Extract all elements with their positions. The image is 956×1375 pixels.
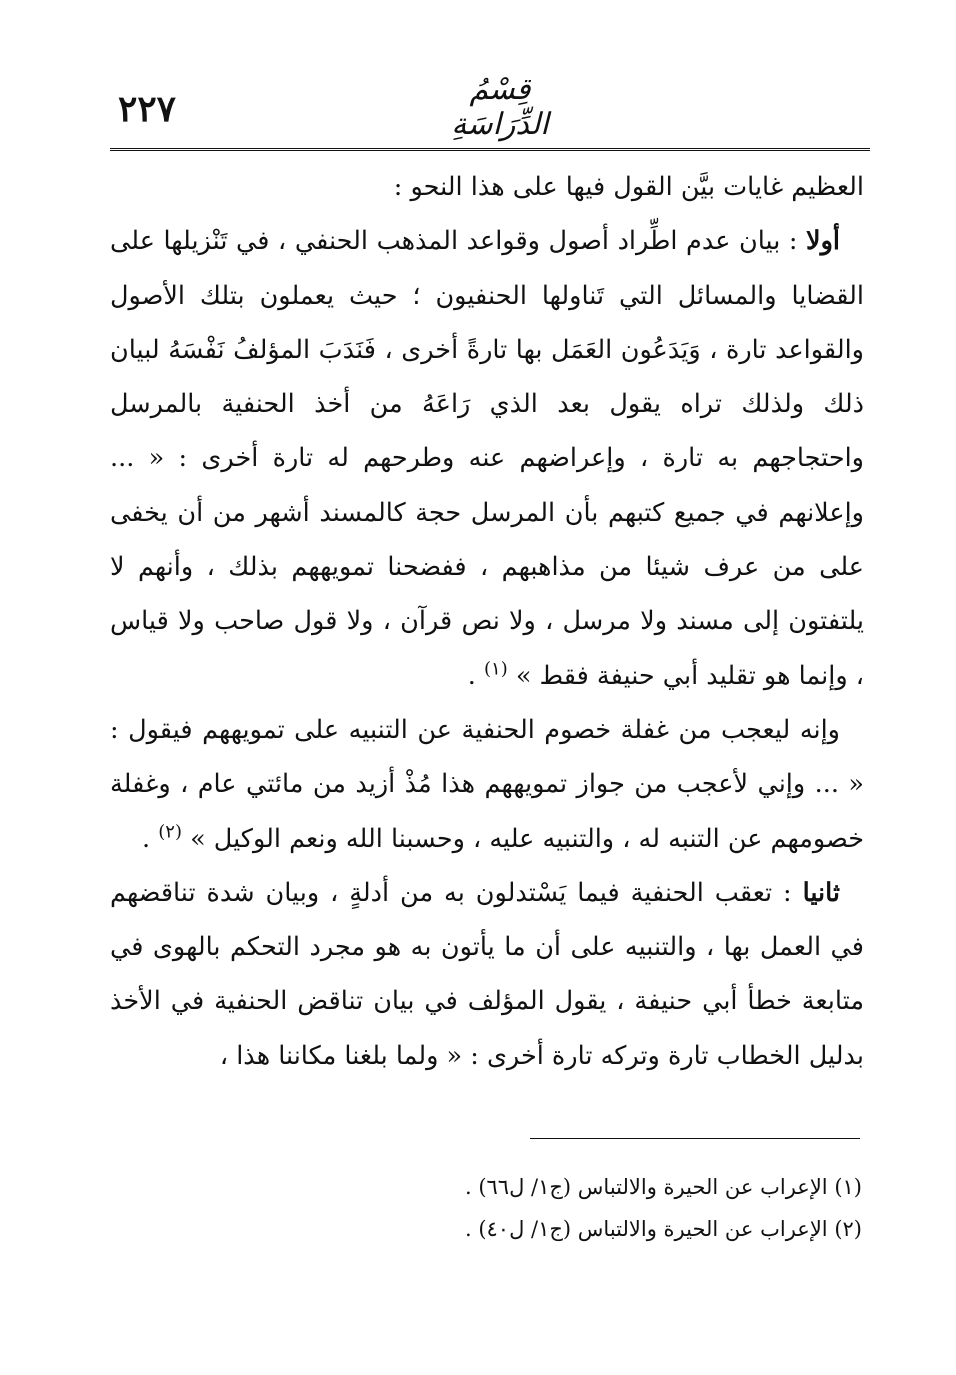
page-header <box>110 60 870 156</box>
header-rule <box>110 148 870 151</box>
paragraph-2 <box>110 214 864 703</box>
paragraph-2-lead: أولا <box>806 226 840 257</box>
paragraph-2-text: : بيان عدم اطِّراد أصول وقواعد المذهب الحنفي ، في تَنْزيلها على القضايا والمسائل التي تَناولها الحنفيون ؛ حيث يعملون بتلك الأصول والقواعد تارة ، وَيَدَعُون العَمَل بها تارةً أخرى ، فَنَدَبَ المؤلفُ نَفْسَهُ لبيان ذلك ولذلك تراه يقول بعد الذي رَاعَهُ من أخذ الحنفية بالمرسل واحتجاجهم به تارة ، وإعراضهم عنه وطرحهم له تارة أخرى : « ... وإعلانهم في جميع كتبهم بأن المرسل حجة كالمسند أشهر من أن يخفى على من عرف شيئا من مذاهبهم ، ففضحنا تمويههم بذلك ، وأنهم لا يلتفتون إلى مسند ولا مرسل ، ولا نص قرآن ، ولا قول صاحب ولا قياس ، وإنما هو تقليد أبي حنيفة فقط » <box>110 226 864 691</box>
page-number: ٢٢٧ <box>118 88 177 130</box>
footnote-ref-2: (٢) <box>158 821 182 843</box>
footnote-separator <box>530 1138 860 1139</box>
paragraph-1: العظيم غايات بيَّن القول فيها على هذا النحو : <box>393 172 864 202</box>
paragraph-4-lead: ثانيا <box>802 877 840 908</box>
paragraph-4 <box>110 866 864 1083</box>
footnote-1: (١) الإعراب عن الحيرة والالتباس (ج١/ ل٦٦) . <box>464 1175 862 1199</box>
paragraph-4-text: : تعقب الحنفية فيما يَسْتدلون به من أدلةٍ ، وبيان شدة تناقضهم في العمل بها ، والتنبيه على أن ما يأتون به هو مجرد التحكم بالهوى في متابعة خطأ أبي حنيفة ، يقول المؤلف في بيان تناقض الحنفية في الأخذ بدليل الخطاب تارة وتركه تارة أخرى : « ولما بلغنا مكاننا هذا ، <box>110 877 864 1071</box>
footnote-2: (٢) الإعراب عن الحيرة والالتباس (ج١/ ل٤٠) . <box>464 1217 862 1241</box>
paragraph-3-text: وإنه ليعجب من غفلة خصوم الحنفية عن التنبيه على تمويههم فيقول : « ... وإني لأعجب من جواز تمويههم هذا مُذْ أزيد من مائتي عام ، وغفلة خصومهم عن التنبه له ، والتنبيه عليه ، وحسبنا الله ونعم الوكيل » <box>110 714 864 854</box>
main-text <box>110 160 864 1083</box>
paragraph-3 <box>110 703 864 866</box>
paragraph-3-end: . <box>142 823 159 854</box>
footnotes <box>330 1166 862 1250</box>
running-title: قِسْمُ الدِّرَاسَةِ <box>451 72 549 142</box>
paragraph-2-end: . <box>467 660 484 691</box>
footnote-ref-1: (١) <box>483 658 508 680</box>
